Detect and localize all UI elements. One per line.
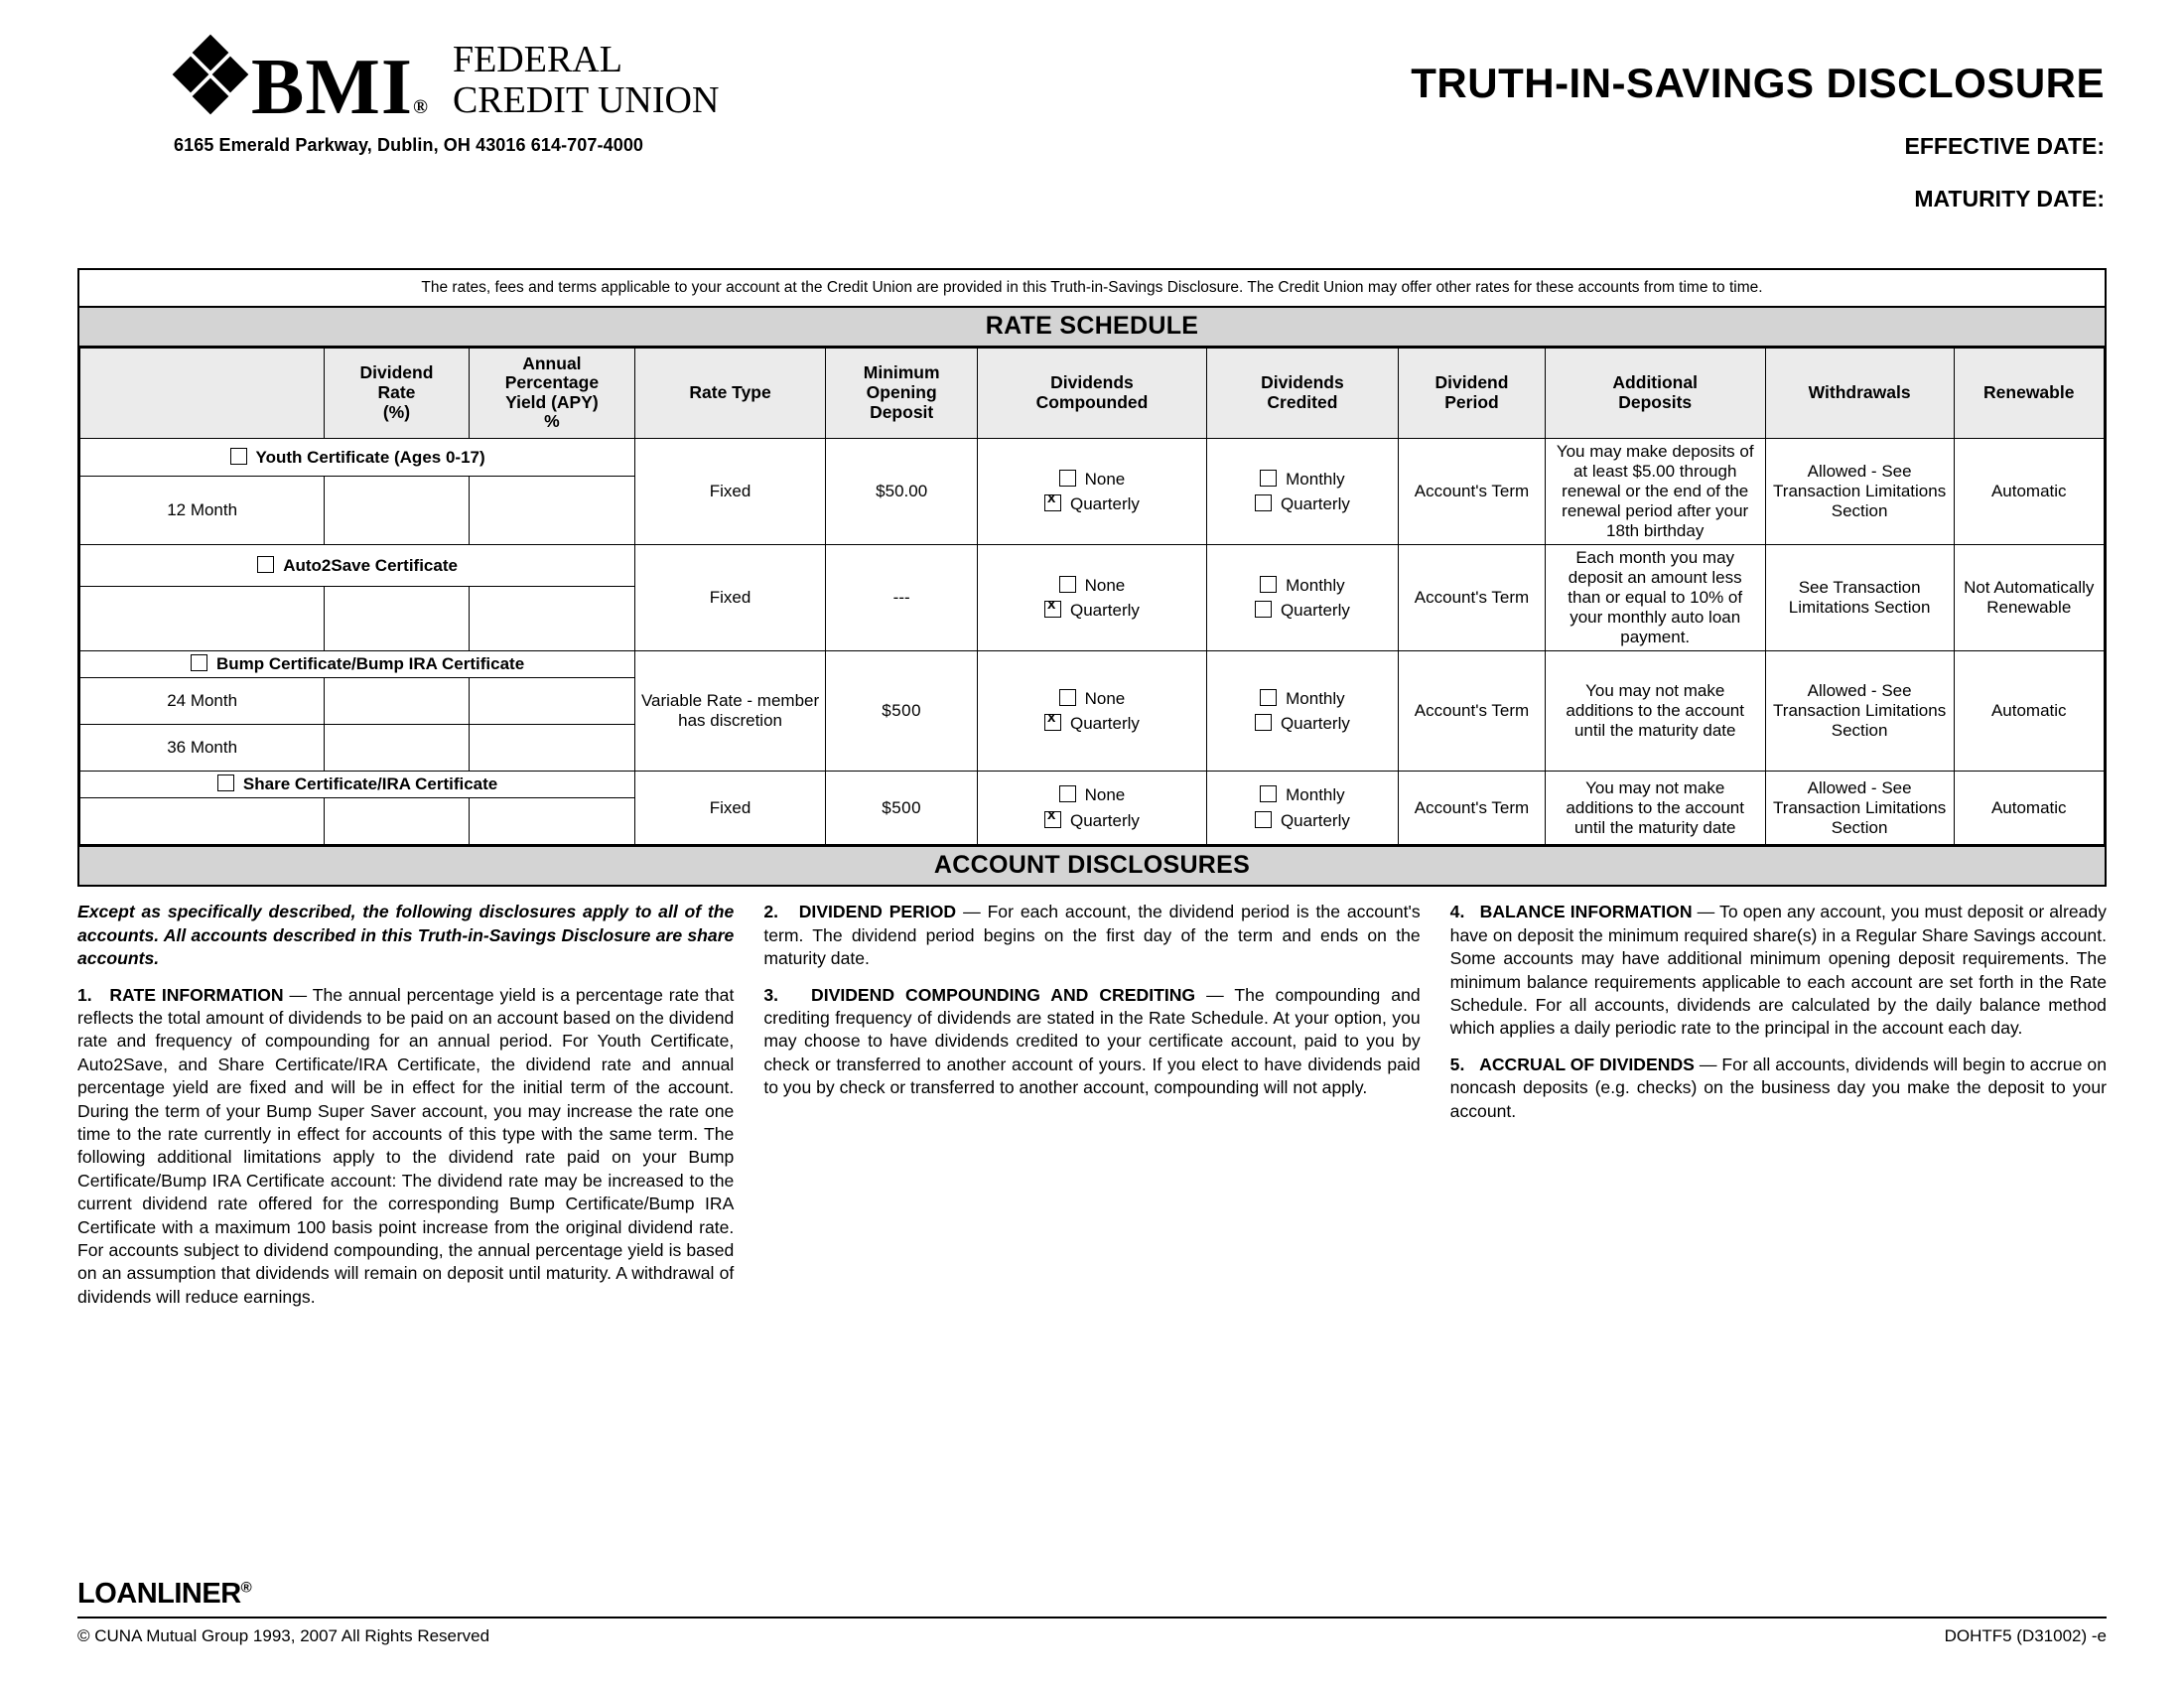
credited-monthly-label: Monthly [1286, 575, 1345, 595]
table-row [80, 438, 2105, 476]
col-header-renewable: Renewable [1954, 348, 2105, 438]
credited-quarterly-label: Quarterly [1280, 810, 1350, 830]
renewable-bump: Automatic [1954, 651, 2105, 772]
table-row [80, 651, 2105, 678]
renewable-auto2save: Not Automatically Renewable [1954, 545, 2105, 651]
checkbox-credited-quarterly[interactable] [1255, 601, 1272, 618]
apy-youth[interactable] [469, 477, 635, 545]
withdrawals-bump: Allowed - See Transaction Limitations Section [1765, 651, 1954, 772]
col-header-dividends-credited: Dividends Credited [1206, 348, 1399, 438]
disclosure-item-4 [1450, 901, 2107, 1040]
compounded-quarterly-label: Quarterly [1069, 810, 1140, 830]
checkbox-product-bump[interactable] [191, 654, 207, 671]
rate-type-youth: Fixed [635, 438, 826, 544]
compounded-quarterly-label: Quarterly [1069, 601, 1140, 621]
brand-wordmark [251, 44, 429, 132]
brand-name: BMI [251, 44, 413, 132]
form-id: DOHTF5 (D31002) -e [1944, 1626, 2107, 1645]
apy-auto2save[interactable] [469, 587, 635, 651]
brand-address: 6165 Emerald Parkway, Dublin, OH 43016 614-707-4000 [174, 135, 644, 156]
withdrawals-auto2save: See Transaction Limitations Section [1765, 545, 1954, 651]
disclosure-4-number: 4. [1449, 902, 1465, 922]
brand-registered-mark: ® [413, 96, 429, 119]
disclosure-2-dash: — [963, 902, 981, 922]
disclosure-intro: Except as specifically described, the following disclosures apply to all of the accounts. All accounts described in this Truth-in-Savings Disclosure are share accounts. [77, 902, 735, 969]
rate-type-auto2save: Fixed [635, 545, 826, 651]
apy-bump-24[interactable] [469, 678, 635, 725]
disclosure-1-number: 1. [77, 984, 92, 1005]
checkbox-compounded-quarterly[interactable] [1044, 714, 1061, 731]
additional-deposits-auto2save: Each month you may deposit an amount less than or equal to 10% of your monthly auto loan payment. [1545, 545, 1765, 651]
col-header-dividend-period: Dividend Period [1399, 348, 1545, 438]
col-header-dividend-rate: Dividend Rate (%) [325, 348, 469, 438]
disclosure-4-heading: BALANCE INFORMATION [1479, 902, 1693, 922]
brand-subtitle-line1: FEDERAL [452, 39, 622, 80]
checkbox-compounded-none[interactable] [1059, 470, 1076, 487]
checkbox-compounded-quarterly[interactable] [1044, 601, 1061, 618]
disclosure-column-3 [1450, 901, 2107, 1322]
table-row [80, 772, 2105, 798]
checkbox-product-youth[interactable] [230, 448, 247, 465]
product-name-cell-youth[interactable] [80, 438, 635, 476]
rate-schedule-box [77, 268, 2107, 887]
col-header-min-deposit: Minimum Opening Deposit [825, 348, 977, 438]
col-header-apy: Annual Percentage Yield (APY) % [469, 348, 635, 438]
checkbox-compounded-quarterly[interactable] [1044, 494, 1061, 511]
compounded-none-label: None [1084, 785, 1126, 805]
intro-text: The rates, fees and terms applicable to your account at the Credit Union are provided in this Truth-in-Savings Disclosure. The Credit Union may offer other rates for these accounts from time to time. [79, 270, 2105, 308]
additional-deposits-bump: You may not make additions to the account until the maturity date [1545, 651, 1765, 772]
col-header-withdrawals: Withdrawals [1765, 348, 1954, 438]
header-right [1411, 40, 2105, 238]
product-label: Youth Certificate (Ages 0-17) [255, 447, 485, 467]
disclosure-5-dash: — [1699, 1054, 1717, 1074]
disclosure-1-body: The annual percentage yield is a percentage rate that reflects the total amount of dividends to be paid on an account based on the dividend rate and frequency of compounding for an annual period. For Youth Certificate, Auto2Save, and Share Certificate/IRA Certificate, the dividend rate and annual percentage yield are fixed and will be in effect for the initial term of the account. During the term of your Bump Super Saver account, you may increase the rate one time to the rate currently in effect for accounts of this type with the same term. The following additional limitations apply to the dividend rate paid on your Bump Certificate/Bump IRA Certificate account: The dividend rate may be increased to the current dividend rate offered for the corresponding Bump Certificate/Bump IRA Certificate with a maximum 100 basis point increase from the original dividend rate. For accounts subject to dividend compounding, the annual percentage yield is based on an assumption that dividends will remain on deposit until maturity. A withdrawal of dividends will reduce earnings. [77, 984, 735, 1307]
disclosure-3-dash: — [1206, 984, 1224, 1005]
compounded-quarterly-label: Quarterly [1069, 494, 1140, 514]
disclosure-5-number: 5. [1449, 1054, 1465, 1074]
disclosure-item-5 [1450, 1054, 2107, 1123]
checkbox-credited-monthly[interactable] [1260, 689, 1277, 706]
account-disclosures [77, 887, 2107, 1322]
additional-deposits-share: You may not make additions to the account until the maturity date [1545, 772, 1765, 845]
additional-deposits-youth: You may make deposits of at least $5.00 through renewal or the end of the renewal period after your 18th birthday [1545, 438, 1765, 544]
checkbox-compounded-quarterly[interactable] [1044, 811, 1061, 828]
brand-block [79, 40, 719, 156]
term-youth-12month: 12 Month [80, 477, 325, 545]
product-name-cell-auto2save[interactable] [80, 545, 635, 587]
checkbox-product-share[interactable] [217, 774, 234, 791]
withdrawals-share: Allowed - See Transaction Limitations Section [1765, 772, 1954, 845]
dividend-rate-auto2save[interactable] [325, 587, 469, 651]
disclosure-item-2 [763, 901, 1420, 970]
dividend-rate-share[interactable] [325, 798, 469, 845]
product-label: Auto2Save Certificate [283, 555, 458, 575]
product-label: Share Certificate/IRA Certificate [242, 774, 498, 794]
page-title: TRUTH-IN-SAVINGS DISCLOSURE [1411, 60, 2105, 106]
compounded-none-label: None [1084, 575, 1126, 595]
min-deposit-share: $500 [825, 772, 977, 845]
compounded-quarterly-label: Quarterly [1069, 714, 1140, 734]
disclosure-2-heading: DIVIDEND PERIOD [798, 902, 957, 922]
credited-monthly-label: Monthly [1286, 688, 1345, 708]
table-row [80, 545, 2105, 587]
withdrawals-youth: Allowed - See Transaction Limitations Section [1765, 438, 1954, 544]
compounded-none-label: None [1084, 469, 1126, 489]
disclosure-column-1 [77, 901, 734, 1322]
footer-divider [77, 1617, 2107, 1618]
credited-quarterly-label: Quarterly [1280, 601, 1350, 621]
loanliner-text: LOANLINER [77, 1578, 241, 1610]
min-deposit-youth: $50.00 [825, 438, 977, 544]
checkbox-credited-quarterly[interactable] [1255, 811, 1272, 828]
compounded-bump[interactable] [978, 651, 1206, 772]
renewable-youth: Automatic [1954, 438, 2105, 544]
brand-subtitle-line2: CREDIT UNION [452, 79, 720, 122]
disclosure-3-body: The compounding and crediting frequency of dividends are stated in the Rate Schedule. At your option, you may choose to have dividends credited to your certificate account, paid to you by check or transferred to another account of yours. If you elect to have dividends paid to you by check or transferred to another account, compounding will not apply. [763, 984, 1421, 1098]
term-bump-24month: 24 Month [80, 678, 325, 725]
credited-quarterly-label: Quarterly [1280, 494, 1350, 514]
product-label: Bump Certificate/Bump IRA Certificate [216, 654, 525, 674]
dividend-rate-bump-36[interactable] [325, 725, 469, 772]
product-name-cell-share[interactable] [80, 772, 635, 798]
page-header [0, 0, 2184, 238]
apy-share[interactable] [469, 798, 635, 845]
credited-share[interactable] [1206, 772, 1399, 845]
disclosure-3-heading: DIVIDEND COMPOUNDING AND CREDITING [810, 984, 1196, 1005]
account-disclosures-title: ACCOUNT DISCLOSURES [79, 845, 2105, 885]
table-header-row [80, 348, 2105, 438]
rate-type-bump: Variable Rate - member has discretion [635, 651, 826, 772]
rate-schedule-title: RATE SCHEDULE [79, 308, 2105, 348]
checkbox-credited-monthly[interactable] [1260, 470, 1277, 487]
term-auto2save [80, 587, 325, 651]
disclosure-item-3 [763, 984, 1420, 1100]
maturity-date-label: MATURITY DATE: [1914, 186, 2105, 211]
disclosure-4-dash: — [1697, 902, 1715, 922]
brand-subtitle [429, 40, 719, 125]
checkbox-compounded-none[interactable] [1059, 576, 1076, 593]
term-bump-36month: 36 Month [80, 725, 325, 772]
effective-date-label: EFFECTIVE DATE: [1904, 133, 2105, 159]
checkbox-compounded-none[interactable] [1059, 785, 1076, 802]
dividend-rate-youth[interactable] [325, 477, 469, 545]
col-header-dividends-compounded: Dividends Compounded [978, 348, 1206, 438]
credited-quarterly-label: Quarterly [1280, 714, 1350, 734]
dividend-period-auto2save: Account's Term [1399, 545, 1545, 651]
checkbox-product-auto2save[interactable] [257, 556, 274, 573]
compounded-youth[interactable] [978, 438, 1206, 544]
disclosure-3-number: 3. [763, 984, 779, 1005]
disclosure-4-body: To open any account, you must deposit or already have on deposit the minimum required share(s) in a Regular Share Savings account. Some accounts may have additional minimum opening deposit requirements. The minimum balance requirements applicable to each account are set forth in the Rate Schedule. For all accounts, dividends are calculated by the daily balance method which applies a daily periodic rate to the principal in the account each day. [1449, 902, 2107, 1039]
disclosure-2-number: 2. [763, 902, 779, 922]
rate-schedule-table [79, 348, 2105, 846]
compounded-share[interactable] [978, 772, 1206, 845]
credited-youth[interactable] [1206, 438, 1399, 544]
credited-monthly-label: Monthly [1286, 785, 1345, 805]
disclosure-5-body: For all accounts, dividends will begin to accrue on noncash deposits (e.g. checks) on the business day you make the deposit to your account. [1449, 1054, 2107, 1121]
checkbox-credited-quarterly[interactable] [1255, 714, 1272, 731]
product-name-cell-bump[interactable] [80, 651, 635, 678]
credited-bump[interactable] [1206, 651, 1399, 772]
dividend-period-bump: Account's Term [1399, 651, 1545, 772]
bmi-logo-icon [174, 40, 245, 125]
loanliner-logo [77, 1578, 2107, 1611]
rate-type-share: Fixed [635, 772, 826, 845]
copyright-text: © CUNA Mutual Group 1993, 2007 All Rights Reserved [77, 1626, 490, 1645]
col-header-rate-type: Rate Type [635, 348, 826, 438]
term-share [80, 798, 325, 845]
checkbox-credited-monthly[interactable] [1260, 576, 1277, 593]
compounded-auto2save[interactable] [978, 545, 1206, 651]
checkbox-credited-quarterly[interactable] [1255, 494, 1272, 511]
page-footer [77, 1578, 2107, 1646]
disclosure-column-2 [763, 901, 1420, 1322]
dividend-period-share: Account's Term [1399, 772, 1545, 845]
dividend-rate-bump-24[interactable] [325, 678, 469, 725]
renewable-share: Automatic [1954, 772, 2105, 845]
credited-monthly-label: Monthly [1286, 469, 1345, 489]
disclosure-1-heading: RATE INFORMATION [109, 984, 284, 1005]
disclosure-item-1 [77, 984, 734, 1309]
disclosure-5-heading: ACCRUAL OF DIVIDENDS [1479, 1054, 1695, 1074]
compounded-none-label: None [1084, 688, 1126, 708]
loanliner-registered-mark: ® [240, 1579, 252, 1597]
apy-bump-36[interactable] [469, 725, 635, 772]
disclosure-1-dash: — [289, 984, 308, 1005]
min-deposit-auto2save: --- [825, 545, 977, 651]
disclosure-2-body: For each account, the dividend period is the account's term. The dividend period begins on the first day of the term and ends on the maturity date. [763, 902, 1421, 969]
dividend-period-youth: Account's Term [1399, 438, 1545, 544]
col-header-product [80, 348, 325, 438]
col-header-additional-deposits: Additional Deposits [1545, 348, 1765, 438]
checkbox-compounded-none[interactable] [1059, 689, 1076, 706]
checkbox-credited-monthly[interactable] [1260, 785, 1277, 802]
credited-auto2save[interactable] [1206, 545, 1399, 651]
min-deposit-bump: $500 [825, 651, 977, 772]
